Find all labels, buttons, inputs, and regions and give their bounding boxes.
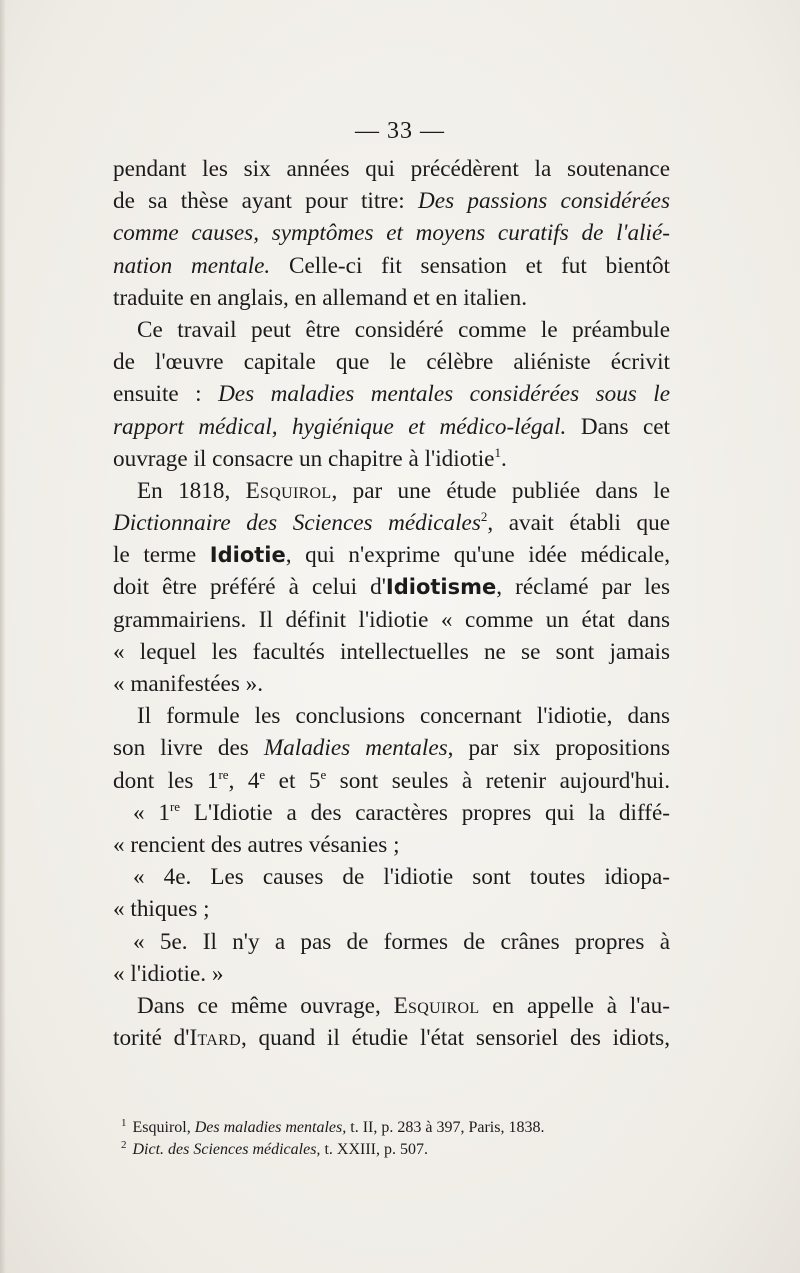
text-line <box>113 250 670 282</box>
quote-line <box>113 926 670 958</box>
footnote-number: 2 <box>121 1139 127 1151</box>
ordinal-suffix: re <box>218 766 229 782</box>
text-line <box>113 475 670 507</box>
quote-line <box>113 797 670 829</box>
quote-line <box>113 893 670 925</box>
footnotes <box>113 1117 670 1161</box>
text-line <box>113 153 670 185</box>
text: son livre des <box>113 735 249 762</box>
text: Esquirol, <box>132 1119 191 1136</box>
text: « 5e. Il n'y a pas de formes de crânes propres à <box>133 928 670 955</box>
text-line <box>113 217 670 249</box>
text: En 1818, <box>137 477 231 504</box>
text: ouvrage il consacre un chapitre à l'idiotie <box>113 445 495 472</box>
book-title: Dictionnaire des Sciences médicales <box>113 510 481 537</box>
text: « l'idiotie. » <box>113 960 224 987</box>
text: et 5 <box>265 767 321 794</box>
text: , qui n'exprime qu'une idée médicale, <box>285 542 670 569</box>
text: L'Idiotie a des caractères propres qui la diffé- <box>180 799 670 826</box>
book-title: comme causes, symptômes et moyens curatifs de l'alié- <box>113 220 670 247</box>
text-line <box>113 185 670 217</box>
text-line <box>113 700 670 732</box>
footnote <box>113 1139 670 1161</box>
main-text <box>113 153 670 1054</box>
text: de l'œuvre capitale que le célèbre aliéniste écrivit <box>113 349 670 376</box>
text: ensuite : <box>113 381 202 408</box>
text: . <box>500 445 507 472</box>
book-title: Dict. des Sciences médicales, <box>132 1141 321 1158</box>
text-line <box>113 411 670 443</box>
book-title: rapport médical, hygiénique et médico-légal. <box>113 413 567 440</box>
text: doit être préféré à celui d' <box>113 574 386 601</box>
text: , avait établi que <box>487 510 670 537</box>
text: Il formule les conclusions concernant l'idiotie, dans <box>137 703 670 730</box>
footnote-marker: 2 <box>480 509 488 525</box>
text-line <box>113 378 670 410</box>
text: traduite en anglais, en allemand et en italien. <box>113 284 527 311</box>
text-line <box>113 314 670 346</box>
text: , quand il étudie l'état sensoriel des idiots, <box>240 1025 670 1052</box>
ordinal-suffix: e <box>259 766 266 782</box>
text: Dans ce même ouvrage, <box>137 992 381 1019</box>
text: , par six propositions <box>447 735 670 762</box>
bold-term: Idiotisme <box>385 575 497 600</box>
text: de sa thèse ayant pour titre: <box>113 188 405 215</box>
text: , 4 <box>228 767 260 794</box>
text-line <box>113 443 670 475</box>
quote-line <box>113 861 670 893</box>
text: t. XXIII, p. 507. <box>324 1141 428 1158</box>
text: , par une étude publiée dans le <box>331 477 670 504</box>
text: sont seules à retenir aujourd'hui. <box>326 767 671 794</box>
quote-line <box>113 829 670 861</box>
text: « 4e. Les causes de l'idiotie sont toutes idiopa- <box>133 864 670 891</box>
text-line <box>113 765 670 797</box>
book-title: Des passions considérées <box>418 188 670 215</box>
bold-term: Idiotie <box>209 543 286 568</box>
text: , réclamé par les <box>496 574 670 601</box>
text-line <box>113 1022 670 1054</box>
footnote-number: 1 <box>121 1117 127 1129</box>
author-name: Esquirol <box>245 477 332 504</box>
text: « 1 <box>133 799 170 826</box>
text: Ce travail peut être considéré comme le préambule <box>137 316 670 343</box>
text-line <box>113 282 670 314</box>
text-line <box>113 668 670 700</box>
text: Dans cet <box>580 413 670 440</box>
text-line <box>113 346 670 378</box>
text: le terme <box>113 542 197 569</box>
page-number: — 33 — <box>355 118 445 144</box>
ordinal-suffix: e <box>320 766 327 782</box>
text: Celle-ci fit sensation et fut bientôt <box>289 252 671 279</box>
footnote <box>113 1117 670 1139</box>
text: en appelle à l'au- <box>492 992 671 1019</box>
ordinal-suffix: re <box>169 798 181 814</box>
text-line <box>113 732 670 764</box>
text-line <box>113 636 670 668</box>
text-line <box>113 604 670 636</box>
text: t. II, p. 283 à 397, Paris, 1838. <box>350 1119 545 1136</box>
text: « rencient des autres vésanies ; <box>113 831 400 858</box>
author-name: Itard <box>189 1025 241 1052</box>
text-line <box>113 571 670 603</box>
text: pendant les six années qui précédèrent la soutenance <box>113 156 670 182</box>
text: « manifestées ». <box>113 671 264 697</box>
author-name: Esquirol <box>393 992 480 1019</box>
text-line <box>113 507 670 539</box>
book-title: Des maladies mentales, <box>194 1119 347 1136</box>
text-line <box>113 539 670 571</box>
footnote-marker: 1 <box>494 444 501 460</box>
page-edge-shadow <box>0 0 6 1273</box>
book-title: nation mentale. <box>113 252 271 279</box>
text: « thiques ; <box>113 896 210 923</box>
book-title: Des maladies mentales considérées sous le <box>218 381 671 408</box>
book-title: Maladies mentales <box>263 735 448 762</box>
quote-line <box>113 958 670 990</box>
text: torité d' <box>113 1025 190 1052</box>
text: « lequel les facultés intellectuelles ne se sont jamais <box>113 638 670 665</box>
text: grammairiens. Il définit l'idiotie « comme un état dans <box>113 606 670 633</box>
text-line <box>113 990 670 1022</box>
text: dont les 1 <box>113 767 219 794</box>
